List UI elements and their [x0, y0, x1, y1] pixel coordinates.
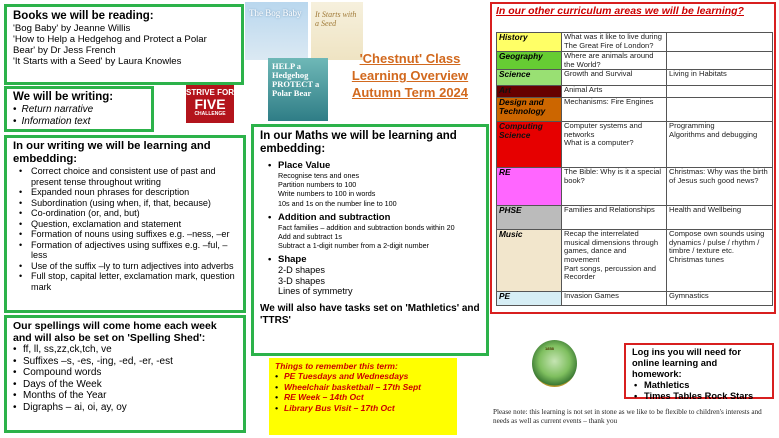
maths-section: [278, 254, 480, 297]
list-item: • Formation of adjectives using suffixes e.g. –ful, –less: [13, 240, 237, 261]
book-cover-bog-baby: The Bog Baby: [245, 2, 308, 60]
topic-cell: Invasion Games: [562, 292, 667, 306]
maths-item: 2-D shapes: [278, 265, 325, 276]
topic-cell: Where are animals around the World?: [562, 52, 667, 70]
list-item: • Expanded noun phrases for description: [13, 187, 237, 198]
curriculum-table: [496, 32, 773, 306]
subject-cell: History: [497, 33, 562, 52]
writing-box: [4, 86, 154, 132]
list-item: • Library Bus Visit – 17th Oct: [275, 403, 451, 414]
subject-cell: RE: [497, 168, 562, 206]
subject-cell: Art: [497, 86, 562, 98]
list-item: • Compound words: [13, 367, 237, 379]
list-item: • Subordination (using when, if, that, because): [13, 198, 237, 209]
writing-learning-heading: In our writing we will be learning and embedding:: [13, 140, 211, 165]
subject-cell: Design and Technology: [497, 98, 562, 122]
book-line: Bear' by Dr Jess French: [13, 45, 116, 56]
topic-cell: Health and Wellbeing: [667, 206, 773, 230]
topic-cell: Computer systems and networks What is a computer?: [562, 122, 667, 168]
maths-section: [278, 212, 480, 251]
table-row: [497, 52, 773, 70]
list-item: • Digraphs – ai, oi, ay, oy: [13, 402, 237, 414]
maths-item: Recognise tens and ones: [278, 171, 360, 180]
spellings-heading: Our spellings will come home each week and will also be set on 'Spelling Shed':: [13, 320, 217, 344]
topic-cell: [667, 86, 773, 98]
strive-for-five-logo: STRIVE FOR FIVE CHALLENGE: [186, 85, 234, 123]
table-row: [497, 86, 773, 98]
list-item: • Days of the Week: [13, 379, 237, 391]
list-item: • Mathletics: [632, 380, 766, 391]
table-row: [497, 122, 773, 168]
maths-item: Subtract a 1-digit number from a 2-digit number: [278, 241, 430, 251]
topic-cell: Mechanisms: Fire Engines: [562, 98, 667, 122]
logins-heading: Log ins you will need for online learning and homework:: [632, 347, 741, 379]
maths-section-title: • Addition and subtraction: [278, 212, 480, 223]
maths-item: Lines of symmetry: [278, 286, 353, 297]
book-line: 'Bog Baby' by Jeanne Willis: [13, 23, 131, 34]
topic-cell: Growth and Survival: [562, 70, 667, 86]
list-item: • Formation of nouns using suffixes e.g. –ness, –er: [13, 229, 237, 240]
spellings-box: [4, 315, 246, 433]
subject-cell: PE: [497, 292, 562, 306]
topic-cell: Gymnastics: [667, 292, 773, 306]
curriculum-heading: In our other curriculum areas we will be learning?: [496, 5, 744, 17]
maths-section: [278, 160, 480, 208]
book-cover-seed: It Starts with a Seed: [311, 2, 363, 60]
table-row: [497, 292, 773, 306]
topic-cell: Living in Habitats: [667, 70, 773, 86]
list-item: • Return narrative: [13, 104, 145, 116]
subject-cell: PHSE: [497, 206, 562, 230]
maths-section-title: • Shape: [278, 254, 480, 265]
list-item: • RE Week – 14th Oct: [275, 392, 451, 403]
school-logo: 1858: [532, 340, 577, 387]
list-item: • Wheelchair basketball – 17th Sept: [275, 382, 451, 393]
list-item: • Suffixes –s, -es, -ing, -ed, -er, -est: [13, 356, 237, 368]
topic-cell: [667, 52, 773, 70]
list-item: • Question, exclamation and statement: [13, 219, 237, 230]
list-item: • Use of the suffix –ly to turn adjectives into adverbs: [13, 261, 237, 272]
maths-item: Fact families – addition and subtraction bonds within 20: [278, 222, 455, 232]
books-heading: Books we will be reading:: [13, 10, 154, 22]
list-item: • Months of the Year: [13, 390, 237, 402]
maths-item: Partition numbers to 100: [278, 180, 357, 190]
book-line: 'How to Help a Hedgehog and Protect a Polar: [13, 34, 207, 45]
page-title: 'Chestnut' Class Learning Overview Autumn Term 2024: [351, 51, 469, 100]
list-item: • PE Tuesdays and Wednesdays: [275, 371, 451, 382]
topic-cell: Recap the interrelated musical dimensions through games, dance and movement Part songs, percussion and Recorder: [562, 230, 667, 292]
writing-heading: We will be writing:: [13, 91, 114, 103]
subject-cell: Science: [497, 70, 562, 86]
table-row: [497, 168, 773, 206]
logins-box: [624, 343, 774, 399]
topic-cell: What was it like to live during The Great Fire of London?: [562, 33, 667, 52]
table-row: [497, 230, 773, 292]
subject-cell: Geography: [497, 52, 562, 70]
topic-cell: [667, 98, 773, 122]
topic-cell: [667, 33, 773, 52]
list-item: • Co-ordination (or, and, but): [13, 208, 237, 219]
curriculum-box: [490, 2, 776, 314]
maths-item: 3-D shapes: [278, 275, 325, 286]
maths-box: [251, 124, 489, 356]
subject-cell: Computing Science: [497, 122, 562, 168]
table-row: [497, 33, 773, 52]
topic-cell: Programming Algorithms and debugging: [667, 122, 773, 168]
table-row: [497, 98, 773, 122]
footnote: Please note: this learning is not set in stone as we like to be flexible to children's interests and needs as well as current events – thank you: [493, 408, 762, 425]
writing-learning-box: [4, 135, 246, 313]
topic-cell: Christmas: Why was the birth of Jesus such good news?: [667, 168, 773, 206]
topic-cell: Animal Arts: [562, 86, 667, 98]
reminders-heading: Things to remember this term:: [275, 361, 398, 371]
topic-cell: Families and Relationships: [562, 206, 667, 230]
list-item: • Full stop, capital letter, exclamation mark, question mark: [13, 271, 237, 292]
reminders-box: [269, 358, 457, 435]
books-box: [4, 4, 244, 85]
list-item: • ff, ll, ss,zz,ck,tch, ve: [13, 344, 237, 356]
maths-heading: In our Maths we will be learning and embedding:: [260, 130, 457, 155]
subject-cell: Music: [497, 230, 562, 292]
maths-footer: We will also have tasks set on 'Mathletics' and 'TTRS': [260, 302, 480, 326]
table-row: [497, 70, 773, 86]
table-row: [497, 206, 773, 230]
maths-item: Write numbers to 100 in words: [278, 189, 376, 199]
maths-item: Add and subtract 1s: [278, 232, 342, 242]
list-item: • Information text: [13, 116, 145, 128]
topic-cell: The Bible: Why is it a special book?: [562, 168, 667, 206]
book-cover-hedgehog: HELP a Hedgehog PROTECT a Polar Bear: [268, 58, 328, 121]
list-item: • Times Tables Rock Stars: [632, 391, 766, 402]
topic-cell: Compose own sounds using dynamics / pulse / rhythm / timbre / texture etc. Christmas tunes: [667, 230, 773, 292]
book-line: 'It Starts with a Seed' by Laura Knowles: [13, 56, 182, 67]
list-item: • Correct choice and consistent use of past and present tense throughout writing: [13, 166, 237, 187]
maths-item: 10s and 1s on the number line to 100: [278, 198, 397, 208]
maths-section-title: • Place Value: [278, 160, 480, 171]
